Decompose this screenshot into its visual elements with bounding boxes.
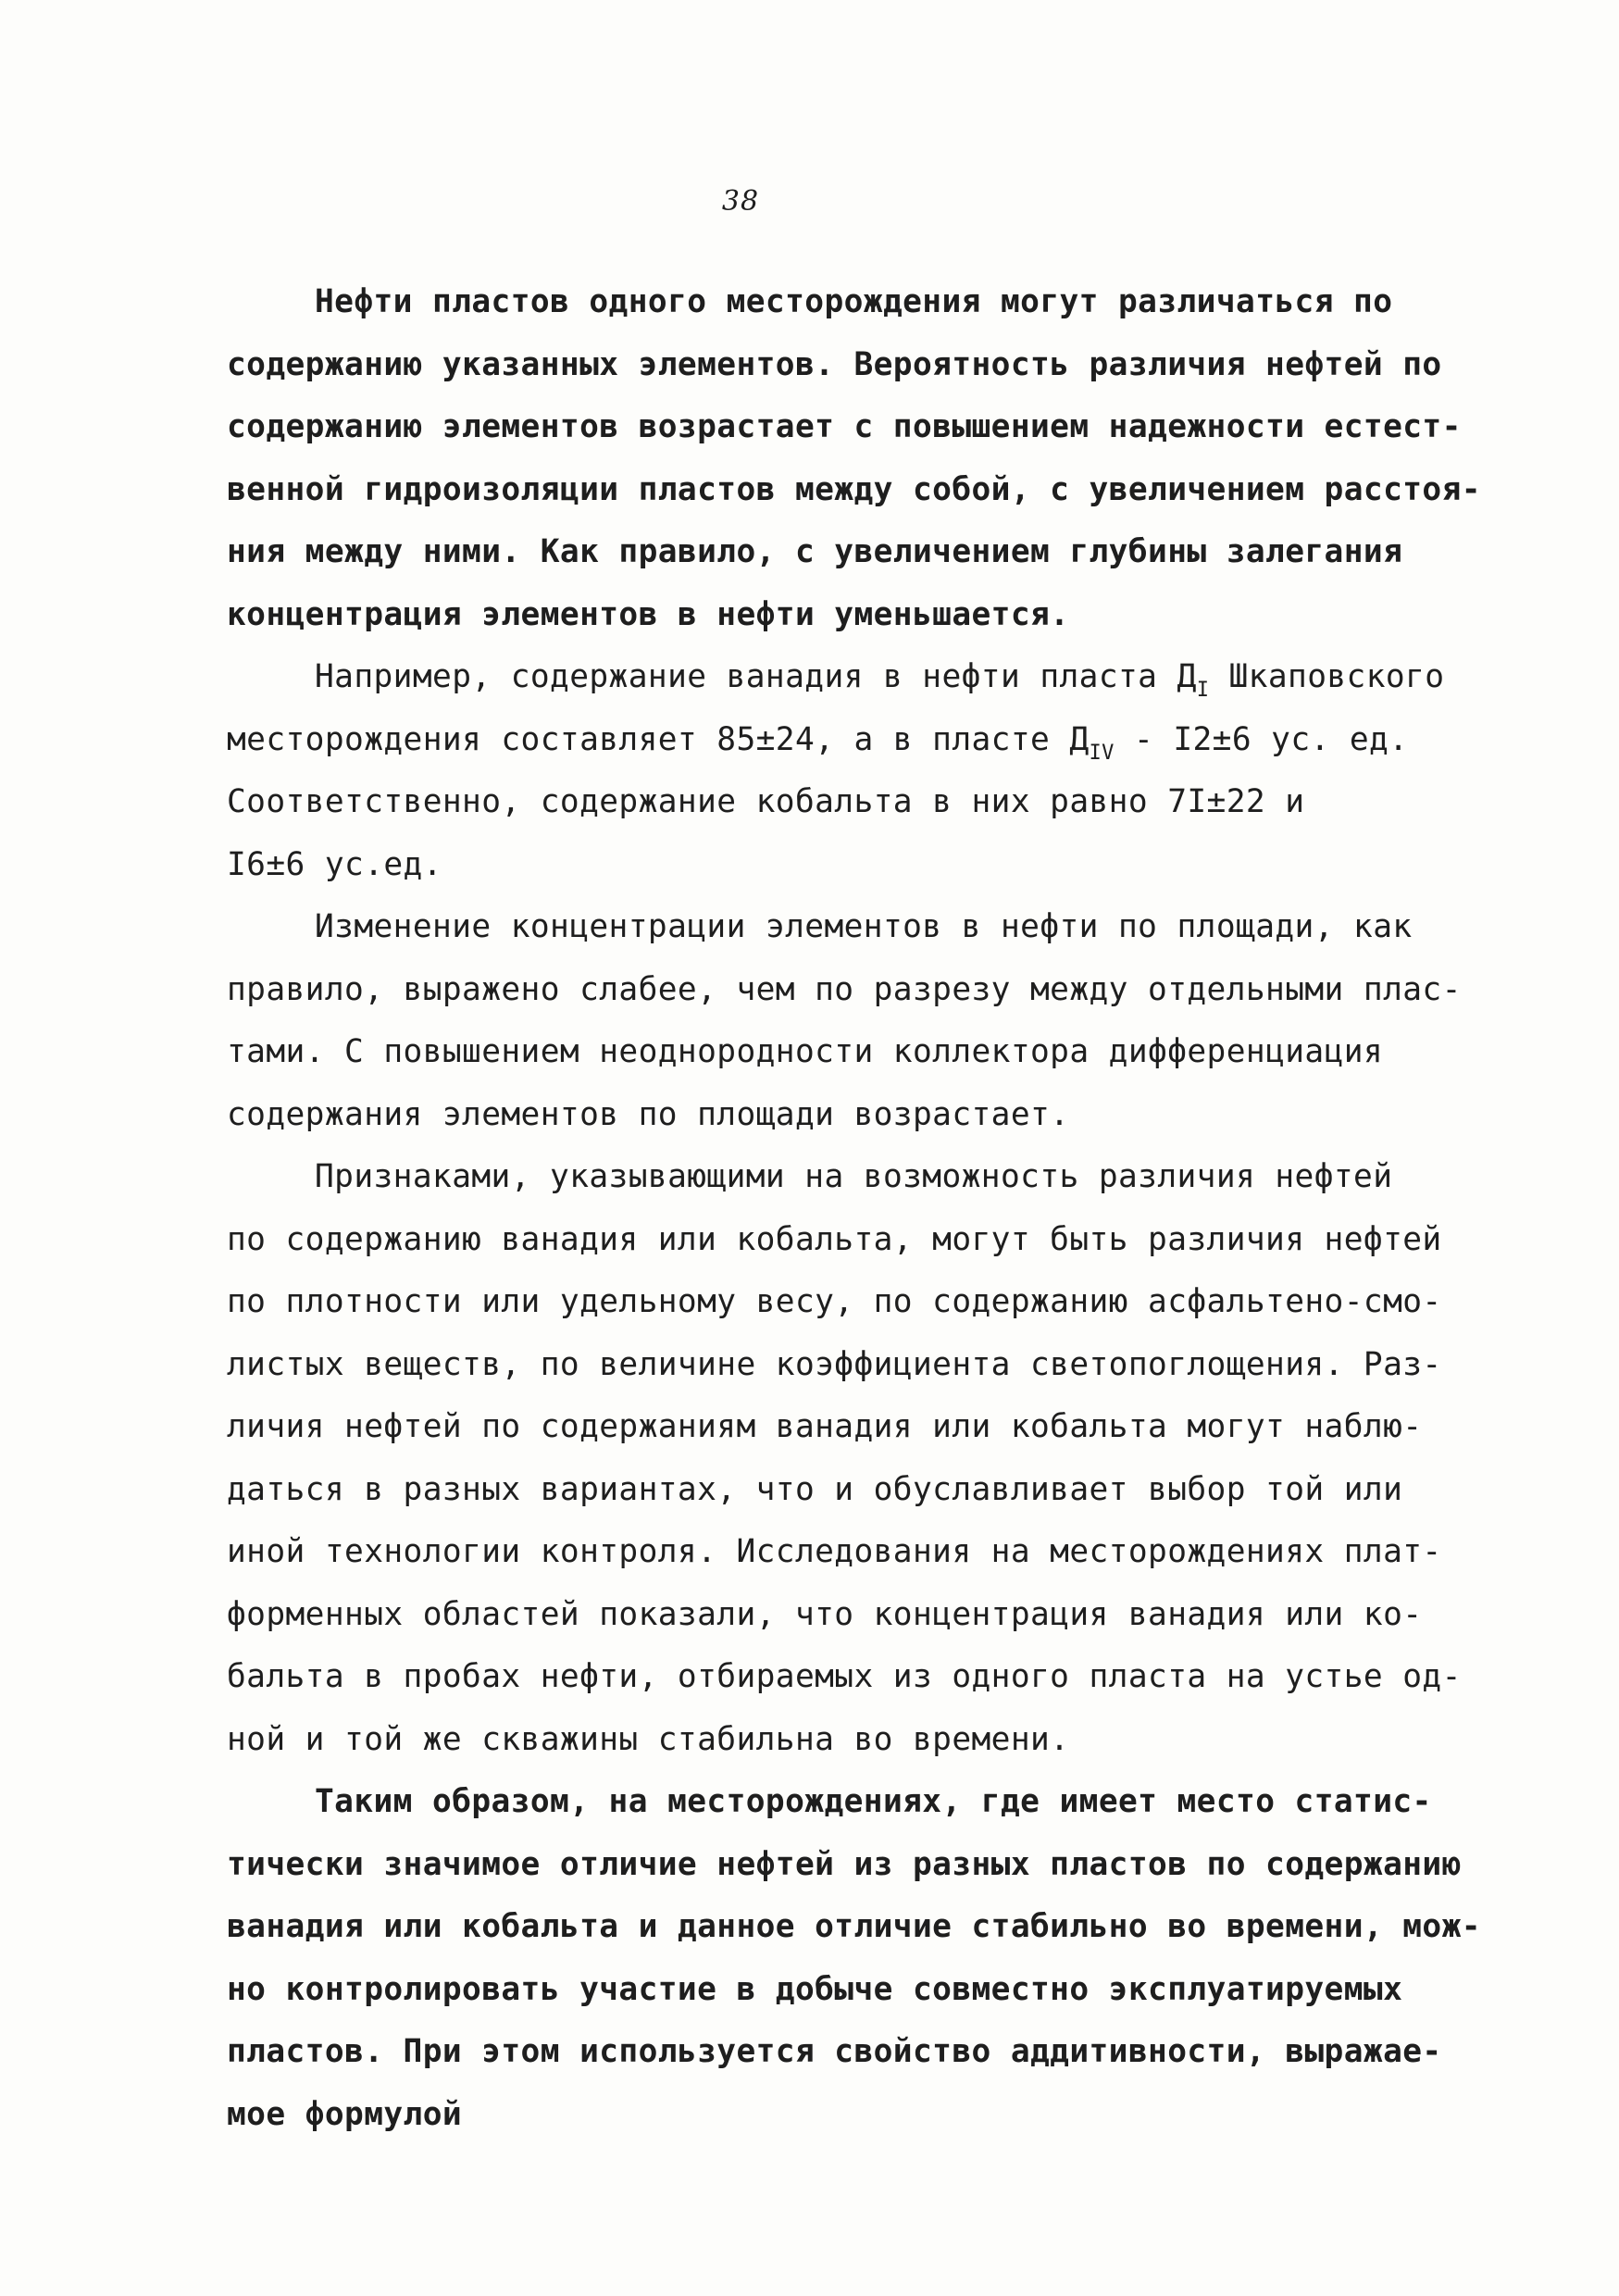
page-number: 38 — [721, 185, 760, 218]
text-line: тически значимое отличие нефтей из разных пластов по содержанию — [227, 1845, 1462, 1883]
text-fragment: месторождения составляет 85±24, а в пласте Д — [227, 720, 1090, 758]
text-line: Изменение концентрации элементов в нефти по площади, как — [315, 908, 1413, 945]
text-line: Признаками, указывающими на возможность различия нефтей — [315, 1158, 1393, 1195]
paragraph-4 — [227, 1146, 1462, 1771]
text-line: личия нефтей по содержаниям ванадия или кобальта могут наблю- — [227, 1408, 1423, 1445]
text-line: пластов. При этом используется свойство аддитивности, выражае- — [227, 2033, 1442, 2070]
text-line: ной и той же скважины стабильна во времени. — [227, 1720, 1070, 1758]
text-line: Нефти пластов одного месторождения могут различаться по — [315, 283, 1393, 320]
text-line: содержанию элементов возрастает с повышением надежности естест- — [227, 408, 1462, 445]
text-fragment: Например, содержание ванадия в нефти пласта Д — [315, 658, 1197, 695]
text-line: Соответственно, содержание кобальта в них равно 7I±22 и — [227, 783, 1305, 820]
text-fragment: - I2±6 ус. ед. — [1114, 720, 1409, 758]
paragraph-3 — [227, 896, 1462, 1146]
text-line: форменных областей показали, что концентрация ванадия или ко- — [227, 1595, 1423, 1633]
text-line: венной гидроизоляции пластов между собой, с увеличением расстоя- — [227, 470, 1481, 508]
text-line: по плотности или удельному весу, по содержанию асфальтено-смо- — [227, 1283, 1442, 1320]
paragraph-1 — [227, 271, 1481, 646]
text-line: Таким образом, на месторождениях, где имеет место статис- — [315, 1783, 1432, 1820]
text-line — [227, 646, 1445, 709]
paragraph-5 — [227, 1771, 1481, 2146]
text-line: тами. С повышением неоднородности коллектора дифференциация — [227, 1033, 1384, 1070]
paragraph-2 — [227, 646, 1445, 896]
text-line: мое формулой — [227, 2095, 463, 2133]
formation-subscript: I — [1196, 679, 1210, 702]
text-line: но контролировать участие в добыче совместно эксплуатируемых — [227, 1970, 1403, 2008]
text-line: листых веществ, по величине коэффициента светопоглощения. Раз- — [227, 1345, 1442, 1383]
text-line: даться в разных вариантах, что и обуславливает выбор той или — [227, 1470, 1403, 1508]
text-line — [227, 709, 1421, 772]
text-line: ванадия или кобальта и данное отличие стабильно во времени, мож- — [227, 1908, 1481, 1945]
text-line: по содержанию ванадия или кобальта, могут быть различия нефтей — [227, 1220, 1442, 1258]
text-line: бальта в пробах нефти, отбираемых из одного пласта на устье од- — [227, 1658, 1462, 1695]
text-line: правило, выражено слабее, чем по разрезу между отдельными плас- — [227, 970, 1462, 1008]
formation-subscript: IV — [1089, 741, 1115, 765]
body-text — [227, 271, 1481, 2146]
text-line: ния между ними. Как правило, с увеличением глубины залегания — [227, 533, 1403, 570]
text-fragment: Шкаповского — [1209, 658, 1445, 695]
text-line: концентрация элементов в нефти уменьшается. — [227, 595, 1070, 633]
text-line: содержанию указанных элементов. Вероятность различия нефтей по — [227, 345, 1442, 383]
text-line: иной технологии контроля. Исследования на месторождениях плат- — [227, 1533, 1442, 1570]
text-line: I6±6 ус.ед. — [227, 845, 442, 883]
text-line: содержания элементов по площади возрастает. — [227, 1095, 1070, 1133]
